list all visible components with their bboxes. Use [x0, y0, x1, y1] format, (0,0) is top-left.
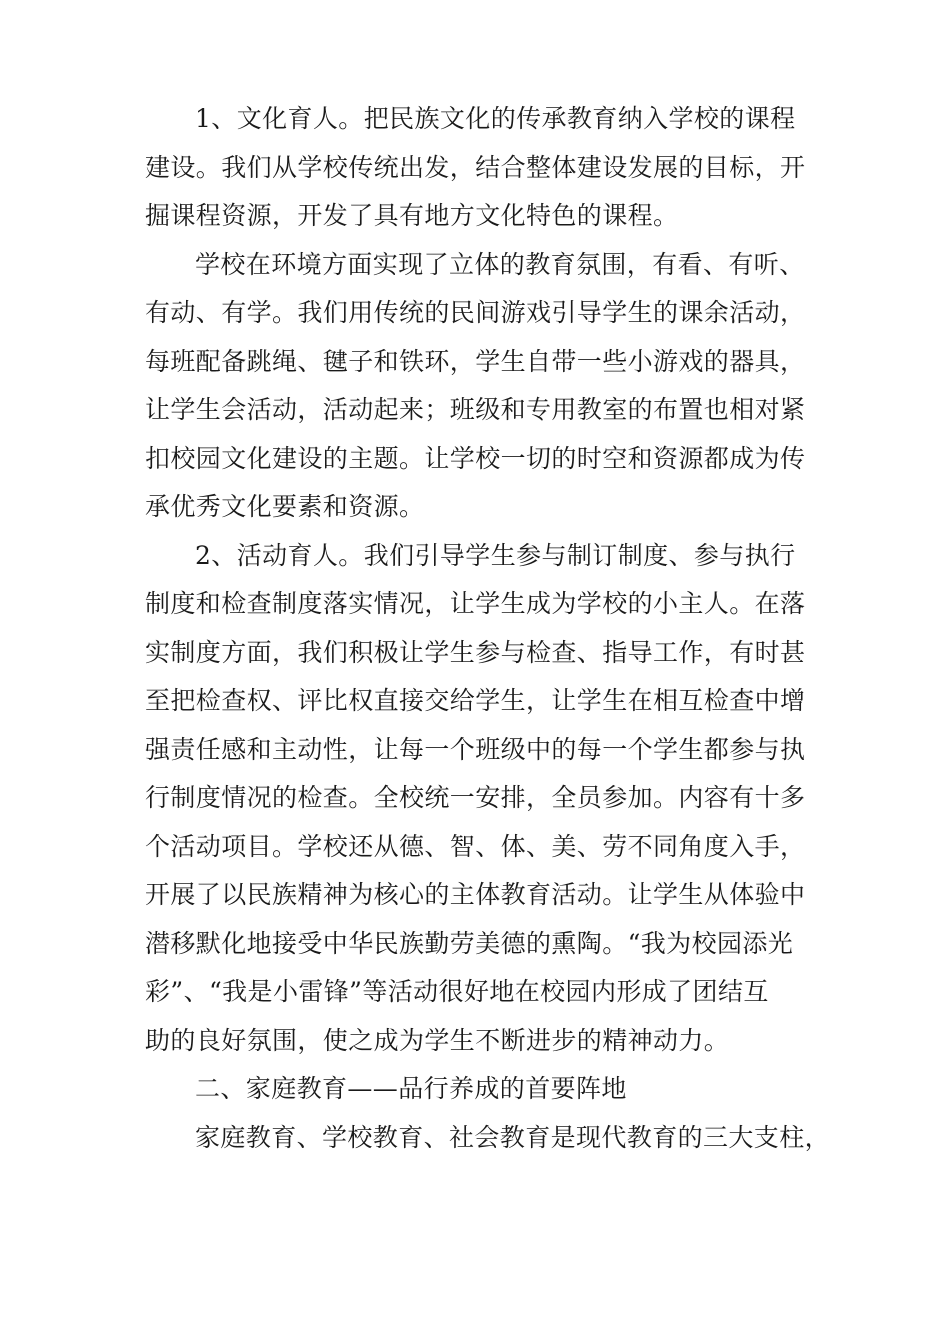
- text-line: 开展了以民族精神为核心的主体教育活动。让学生从体验中: [145, 880, 806, 909]
- text-line: 让学生会活动，活动起来；班级和专用教室的布置也相对紧: [145, 395, 806, 424]
- text-line: 实制度方面，我们积极让学生参与检查、指导工作，有时甚: [145, 637, 806, 667]
- text-line: 潜移默化地接受中华民族勤劳美德的熏陶。“我为校园添光: [145, 928, 794, 958]
- text-line: 学校在环境方面实现了立体的教育氛围，有看、有听、: [195, 249, 805, 279]
- text-line: 强责任感和主动性，让每一个班级中的每一个学生都参与执: [145, 734, 806, 764]
- text-line: 有动、有学。我们用传统的民间游戏引导学生的课余活动，: [145, 298, 806, 327]
- text-line: 助的良好氛围，使之成为学生不断进步的精神动力。: [145, 1025, 730, 1055]
- text-line: 制度和检查制度落实情况，让学生成为学校的小主人。在落: [145, 589, 806, 618]
- text-line: 承优秀文化要素和资源。: [145, 492, 425, 521]
- text-line: 家庭教育、学校教育、社会教育是现代教育的三大支柱，: [195, 1122, 831, 1152]
- text-line: 彩”、“我是小雷锋”等活动很好地在校园内形成了团结互: [145, 977, 769, 1006]
- text-line: 至把检查权、评比权直接交给学生，让学生在相互检查中增: [145, 686, 806, 715]
- text-line: 每班配备跳绳、毽子和铁环，学生自带一些小游戏的器具，: [145, 346, 806, 376]
- text-line: 行制度情况的检查。全校统一安排，全员参加。内容有十多: [145, 783, 806, 812]
- text-line: 个活动项目。学校还从德、智、体、美、劳不同角度入手，: [145, 831, 806, 861]
- text-line: 掘课程资源，开发了具有地方文化特色的课程。: [145, 201, 679, 230]
- section-heading: 二、家庭教育——品行养成的首要阵地: [195, 1074, 627, 1103]
- text-line: 扣校园文化建设的主题。让学校一切的时空和资源都成为传: [145, 443, 806, 473]
- document-body: [145, 95, 831, 1162]
- text-line: 建设。我们从学校传统出发，结合整体建设发展的目标，开: [145, 152, 806, 182]
- text-line: 2、活动育人。我们引导学生参与制订制度、参与执行: [195, 540, 796, 570]
- text-line: 1、文化育人。把民族文化的传承教育纳入学校的课程: [195, 104, 796, 133]
